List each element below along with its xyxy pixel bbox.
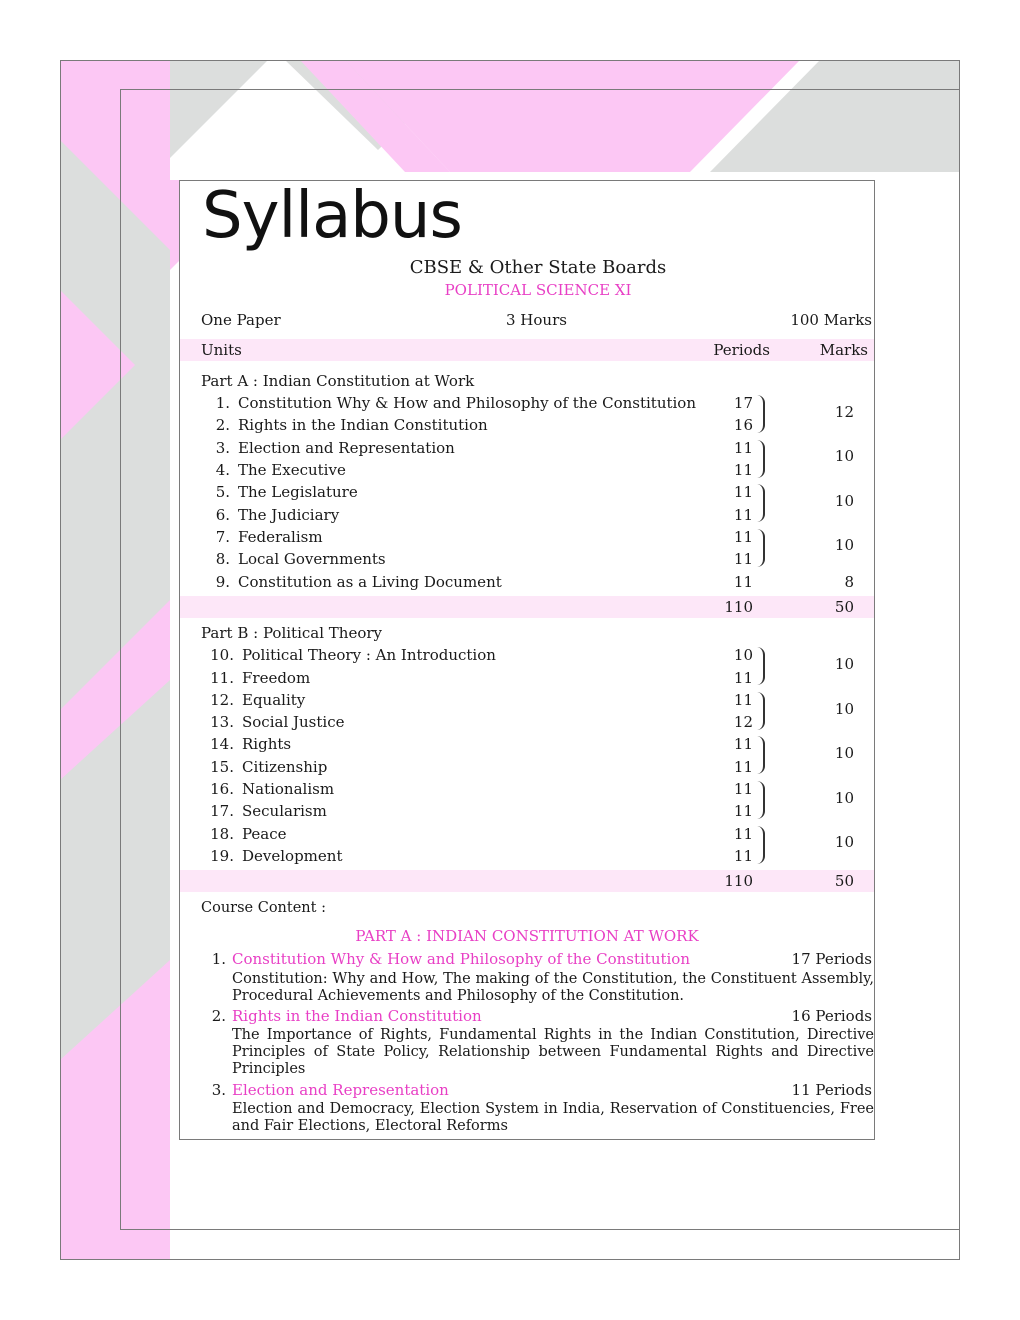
- unit-periods: 11: [733, 825, 753, 843]
- course-item-periods: 11 Periods: [791, 1081, 872, 1099]
- unit-periods: 11: [733, 669, 753, 687]
- unit-number: 6.: [215, 506, 230, 524]
- group-marks: 12: [834, 403, 854, 421]
- brace-group: [757, 484, 765, 522]
- table-row: [180, 756, 874, 778]
- page-title: Syllabus: [202, 179, 462, 253]
- unit-name: Constitution as a Living Document: [238, 573, 502, 591]
- unit-number: 3.: [215, 439, 230, 457]
- unit-periods: 11: [733, 461, 753, 479]
- table-row: [180, 571, 874, 593]
- unit-periods: 11: [733, 691, 753, 709]
- unit-name: Constitution Why & How and Philosophy of the Constitution: [238, 394, 696, 412]
- group-marks: 10: [834, 536, 854, 554]
- course-content-label: [180, 897, 874, 919]
- unit-marks: 8: [844, 573, 854, 591]
- total-periods: 110: [724, 598, 753, 616]
- total-marks: 50: [834, 598, 854, 616]
- table-row: [180, 392, 874, 414]
- table-row: [180, 548, 874, 570]
- unit-name: Equality: [242, 691, 306, 709]
- unit-name: Development: [242, 847, 343, 865]
- course-item-number: 2.: [211, 1007, 226, 1025]
- unit-periods: 11: [733, 439, 753, 457]
- unit-name: Local Governments: [238, 550, 386, 568]
- syllabus-panel: [179, 180, 875, 1140]
- course-item-header: [180, 1079, 874, 1101]
- course-item-number: 3.: [211, 1081, 226, 1099]
- unit-number: 9.: [215, 573, 230, 591]
- course-item-number: 1.: [211, 950, 226, 968]
- unit-number: 2.: [215, 416, 230, 434]
- part-b-total-row: [180, 870, 874, 892]
- total-marks: 50: [834, 872, 854, 890]
- table-row: [180, 644, 874, 666]
- group-marks: 10: [834, 833, 854, 851]
- brace-group: [757, 529, 765, 567]
- unit-number: 17.: [210, 802, 234, 820]
- table-row: [180, 459, 874, 481]
- unit-name: Freedom: [242, 669, 311, 687]
- total-periods: 110: [724, 872, 753, 890]
- subject-heading: POLITICAL SCIENCE XI: [444, 281, 632, 299]
- course-item-title: Constitution Why & How and Philosophy of the Constitution: [232, 950, 690, 968]
- unit-periods: 17: [733, 394, 753, 412]
- course-item-description: Constitution: Why and How, The making of the Constitution, the Constituent Assembly, Procedural Achievements and Philosophy of the Constitution.: [232, 971, 874, 1004]
- group-marks: 10: [834, 744, 854, 762]
- marks-header: Marks: [819, 341, 868, 359]
- table-row: [180, 526, 874, 548]
- unit-periods: 11: [733, 506, 753, 524]
- unit-name: Peace: [242, 825, 287, 843]
- part-a-title: [180, 370, 874, 392]
- table-row: [180, 823, 874, 845]
- periods-header: Periods: [713, 341, 770, 359]
- course-item-description: Election and Democracy, Election System in India, Reservation of Constituencies, Free and Fair Elections, Electoral Reforms: [232, 1101, 874, 1134]
- unit-periods: 11: [733, 847, 753, 865]
- unit-number: 10.: [210, 646, 234, 664]
- unit-name: Rights in the Indian Constitution: [238, 416, 488, 434]
- total-marks-label: 100 Marks: [790, 311, 872, 329]
- unit-periods: 12: [733, 713, 753, 731]
- brace-group: [757, 781, 765, 819]
- unit-name: The Executive: [238, 461, 346, 479]
- course-item-description: The Importance of Rights, Fundamental Rights in the Indian Constitution, Directive Principles of State Policy, Relationship between Fundamental Rights and Directive Principles: [232, 1027, 874, 1077]
- unit-name: Nationalism: [242, 780, 335, 798]
- unit-number: 4.: [215, 461, 230, 479]
- unit-name: Citizenship: [242, 758, 328, 776]
- table-row: [180, 504, 874, 526]
- unit-periods: 11: [733, 758, 753, 776]
- units-header: Units: [201, 341, 242, 359]
- course-item-periods: 17 Periods: [791, 950, 872, 968]
- unit-number: 19.: [210, 847, 234, 865]
- part-b-title-text: Part B : Political Theory: [201, 624, 383, 642]
- part-a-course-heading: PART A : INDIAN CONSTITUTION AT WORK: [355, 927, 699, 945]
- unit-periods: 11: [733, 483, 753, 501]
- unit-periods: 11: [733, 802, 753, 820]
- table-row: [180, 778, 874, 800]
- unit-number: 7.: [215, 528, 230, 546]
- unit-periods: 11: [733, 735, 753, 753]
- paper-info-row: [180, 309, 874, 331]
- group-marks: 10: [834, 655, 854, 673]
- unit-number: 14.: [210, 735, 234, 753]
- unit-name: Election and Representation: [238, 439, 455, 457]
- unit-number: 15.: [210, 758, 234, 776]
- unit-name: Secularism: [242, 802, 327, 820]
- unit-periods: 11: [733, 780, 753, 798]
- course-item-header: [180, 948, 874, 970]
- unit-name: Political Theory : An Introduction: [242, 646, 496, 664]
- part-a-title-text: Part A : Indian Constitution at Work: [201, 372, 475, 390]
- unit-name: The Judiciary: [238, 506, 340, 524]
- unit-name: Social Justice: [242, 713, 345, 731]
- table-row: [180, 481, 874, 503]
- course-item-periods: 16 Periods: [791, 1007, 872, 1025]
- table-row: [180, 711, 874, 733]
- table-row: [180, 437, 874, 459]
- part-b-title: [180, 622, 874, 644]
- table-header-row: [180, 339, 874, 361]
- table-row: [180, 733, 874, 755]
- group-marks: 10: [834, 789, 854, 807]
- table-row: [180, 800, 874, 822]
- unit-name: Federalism: [238, 528, 323, 546]
- unit-number: 13.: [210, 713, 234, 731]
- group-marks: 10: [834, 700, 854, 718]
- unit-number: 5.: [215, 483, 230, 501]
- part-a-total-row: [180, 596, 874, 618]
- brace-group: [757, 440, 765, 478]
- course-item-title: Rights in the Indian Constitution: [232, 1007, 482, 1025]
- group-marks: 10: [834, 492, 854, 510]
- table-row: [180, 414, 874, 436]
- unit-periods: 10: [733, 646, 753, 664]
- unit-periods: 11: [733, 573, 753, 591]
- duration-label: 3 Hours: [506, 311, 567, 329]
- unit-periods: 11: [733, 550, 753, 568]
- course-item-title: Election and Representation: [232, 1081, 449, 1099]
- table-row: [180, 667, 874, 689]
- unit-name: The Legislature: [238, 483, 358, 501]
- brace-group: [757, 692, 765, 730]
- brace-group: [757, 736, 765, 774]
- brace-group: [757, 647, 765, 685]
- course-content-label-text: Course Content :: [201, 900, 326, 916]
- brace-group: [757, 395, 765, 433]
- unit-number: 18.: [210, 825, 234, 843]
- group-marks: 10: [834, 447, 854, 465]
- unit-number: 1.: [215, 394, 230, 412]
- unit-name: Rights: [242, 735, 292, 753]
- board-heading: CBSE & Other State Boards: [409, 257, 667, 278]
- unit-periods: 16: [733, 416, 753, 434]
- paper-label: One Paper: [201, 311, 281, 329]
- unit-periods: 11: [733, 528, 753, 546]
- table-row: [180, 689, 874, 711]
- table-row: [180, 845, 874, 867]
- unit-number: 16.: [210, 780, 234, 798]
- brace-group: [757, 826, 765, 864]
- course-item-header: [180, 1005, 874, 1027]
- unit-number: 11.: [210, 669, 234, 687]
- unit-number: 8.: [215, 550, 230, 568]
- unit-number: 12.: [210, 691, 234, 709]
